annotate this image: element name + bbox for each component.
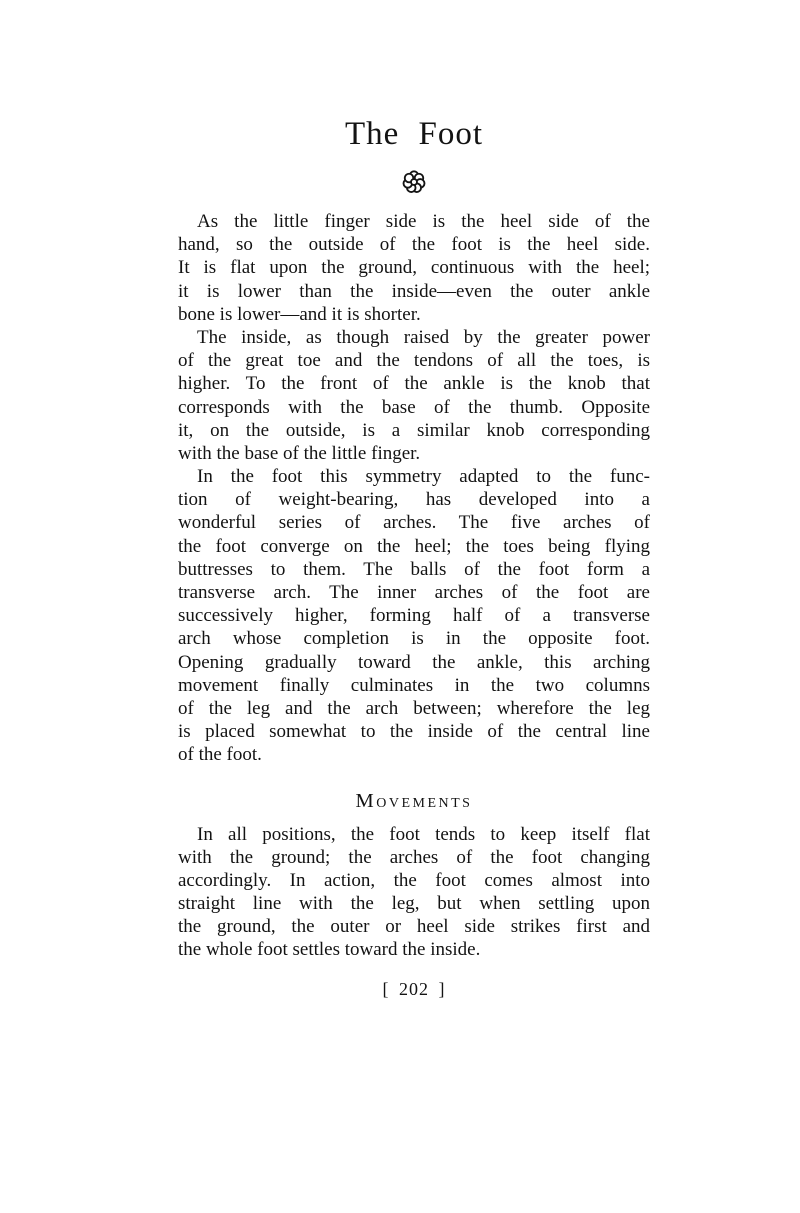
rosette-ornament-icon	[178, 168, 650, 198]
text-line: It is flat upon the ground, continuous with the heel;	[178, 257, 650, 279]
body-text	[178, 210, 650, 962]
text-line: As the little finger side is the heel side of the	[197, 211, 650, 232]
text-line: the whole foot settles toward the inside.	[178, 939, 481, 961]
paragraph	[178, 326, 650, 465]
paragraph	[178, 210, 650, 326]
text-line: In all positions, the foot tends to keep itself flat	[197, 823, 650, 845]
text-line: In the foot this symmetry adapted to the func-	[197, 466, 650, 488]
text-line: it, on the outside, is a similar knob corresponding	[178, 419, 650, 441]
text-line: it is lower than the inside—even the outer ankle	[178, 280, 650, 302]
text-line: is placed somewhat to the inside of the central line	[178, 721, 650, 743]
text-line: higher. To the front of the ankle is the knob that	[178, 373, 650, 395]
text-line: hand, so the outside of the foot is the heel side.	[178, 234, 650, 256]
text-line: transverse arch. The inner arches of the foot are	[178, 582, 650, 603]
text-line: of the leg and the arch between; wherefore the leg	[178, 697, 650, 719]
paragraph	[178, 465, 650, 766]
text-line: wonderful series of arches. The five arches of	[178, 512, 650, 534]
text-line: with the base of the little finger.	[178, 442, 421, 464]
page-title: The Foot	[344, 116, 484, 152]
text-line: buttresses to them. The balls of the foot form a	[178, 558, 650, 580]
paragraph	[178, 823, 650, 962]
text-line: Opening gradually toward the ankle, this arching	[178, 651, 650, 673]
text-line: The inside, as though raised by the greater power	[197, 326, 650, 348]
text-line: corresponds with the base of the thumb. Opposite	[178, 396, 650, 418]
section-heading: Movements	[355, 789, 473, 812]
text-line: successively higher, forming half of a transverse	[178, 605, 650, 627]
text-line: tion of weight-bearing, has developed into a	[178, 489, 650, 511]
text-line: the ground, the outer or heel side strikes first and	[178, 916, 650, 938]
text-line: movement finally culminates in the two columns	[178, 674, 650, 696]
text-line: of the foot.	[178, 744, 262, 766]
page-number: [ 202 ]	[382, 978, 446, 999]
text-line: arch whose completion is in the opposite foot.	[178, 628, 650, 650]
text-line: the foot converge on the heel; the toes being flying	[178, 535, 650, 557]
text-line: of the great toe and the tendons of all the toes, is	[178, 350, 650, 372]
book-page	[178, 0, 650, 1000]
text-line: with the ground; the arches of the foot changing	[178, 846, 650, 868]
text-line: accordingly. In action, the foot comes almost into	[178, 869, 650, 891]
text-line: bone is lower—and it is shorter.	[178, 303, 421, 325]
text-line: straight line with the leg, but when settling upon	[178, 893, 650, 915]
